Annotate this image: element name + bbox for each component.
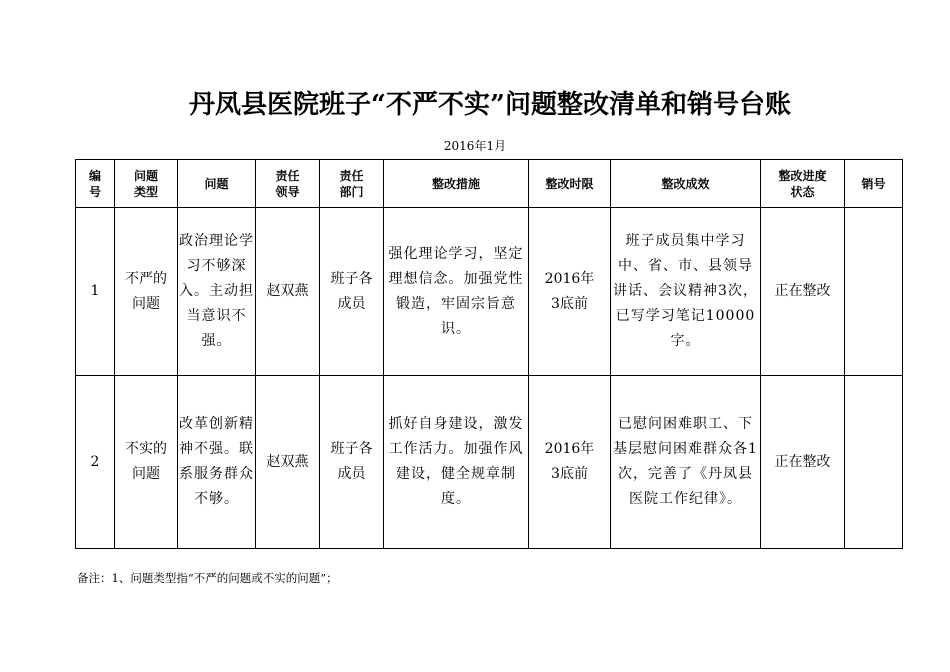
cell-status: 正在整改 — [761, 376, 845, 549]
cell-dept: 班子各 成员 — [320, 208, 384, 376]
cell-measures: 抓好自身建设，激发工作活力。加强作风建设，健全规章制度。 — [384, 376, 529, 549]
footnote: 备注：1、问题类型指“不严的问题或不实的问题”； — [77, 571, 338, 585]
document-date: 2016年1月 — [443, 139, 507, 153]
cell-issue-type: 不严的 问题 — [115, 208, 178, 376]
header-measures: 整改措施 — [384, 160, 529, 208]
header-issue: 问题 — [178, 160, 256, 208]
header-deadline: 整改时限 — [529, 160, 611, 208]
cell-number: 2 — [76, 376, 115, 549]
table-row — [76, 208, 903, 376]
document-title: 丹凤县医院班子“不严不实”问题整改清单和销号台账 — [189, 90, 791, 120]
cell-number: 1 — [76, 208, 115, 376]
header-responsible-leader: 责任 领导 — [256, 160, 320, 208]
cell-results: 班子成员集中学习中、省、市、县领导讲话、会议精神3次，已写学习笔记10000字。 — [611, 208, 761, 376]
cell-issue: 政治理论学习不够深入。主动担当意识不强。 — [178, 208, 256, 376]
cell-issue-type: 不实的 问题 — [115, 376, 178, 549]
rectification-ledger-table — [75, 159, 903, 549]
cell-dept: 班子各 成员 — [320, 376, 384, 549]
cell-results: 已慰问困难职工、下基层慰问困难群众各1次，完善了《丹凤县医院工作纪律》。 — [611, 376, 761, 549]
cell-status: 正在整改 — [761, 208, 845, 376]
cell-issue: 改革创新精神不强。联系服务群众不够。 — [178, 376, 256, 549]
cell-deadline: 2016年 3底前 — [529, 208, 611, 376]
cell-measures: 强化理论学习，坚定理想信念。加强党性锻造，牢固宗旨意识。 — [384, 208, 529, 376]
header-issue-type: 问题 类型 — [115, 160, 178, 208]
cell-leader: 赵双燕 — [256, 208, 320, 376]
header-cancel: 销号 — [845, 160, 903, 208]
header-number: 编 号 — [76, 160, 115, 208]
header-responsible-dept: 责任 部门 — [320, 160, 384, 208]
table-row — [76, 376, 903, 549]
cell-leader: 赵双燕 — [256, 376, 320, 549]
cell-cancel — [845, 376, 903, 549]
cell-cancel — [845, 208, 903, 376]
table-header-row — [76, 160, 903, 208]
header-progress-status: 整改进度 状态 — [761, 160, 845, 208]
cell-deadline: 2016年 3底前 — [529, 376, 611, 549]
header-results: 整改成效 — [611, 160, 761, 208]
